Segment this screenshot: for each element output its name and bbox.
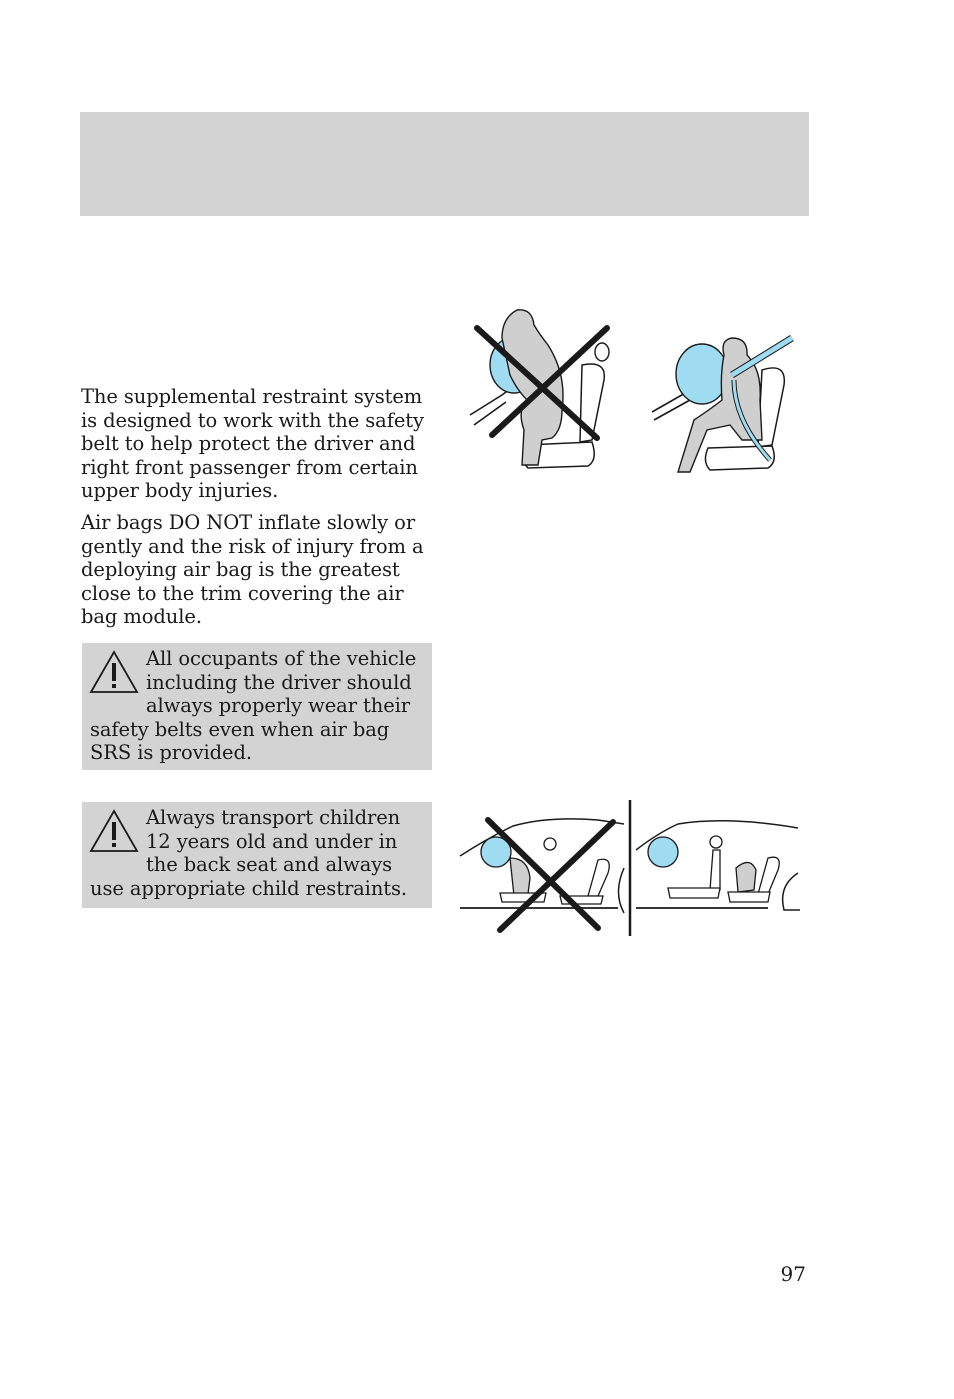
warning-text: Always transport children 12 years old and under in the back seat and always use appropriate child restraints. bbox=[90, 806, 408, 900]
warning-box-children bbox=[82, 802, 432, 908]
airbag-inflation-paragraph: Air bags DO NOT inflate slowly or gently and the risk of injury from a deploying air bag is the greatest close to the trim covering the air bag module. bbox=[81, 511, 424, 629]
page-number: 97 bbox=[780, 1262, 806, 1286]
child-front-seat-figure bbox=[460, 819, 624, 930]
seating-position-illustration bbox=[462, 300, 812, 480]
child-seating-illustration bbox=[458, 798, 804, 938]
warning-box-seatbelts bbox=[82, 643, 432, 770]
child-back-seat-figure bbox=[636, 821, 800, 910]
intro-paragraph: The supplemental restraint system is designed to work with the safety belt to help protect the driver and right front passenger from certain upper body injuries. bbox=[81, 385, 424, 503]
warning-triangle-icon bbox=[88, 808, 140, 854]
driver-too-close-figure bbox=[470, 310, 609, 468]
header-band bbox=[80, 112, 809, 216]
warning-text: All occupants of the vehicle including the driver should always properly wear their safety belts even when air bag SRS is provided. bbox=[90, 647, 417, 765]
driver-proper-position-figure bbox=[652, 338, 792, 472]
warning-triangle-icon bbox=[88, 649, 140, 695]
